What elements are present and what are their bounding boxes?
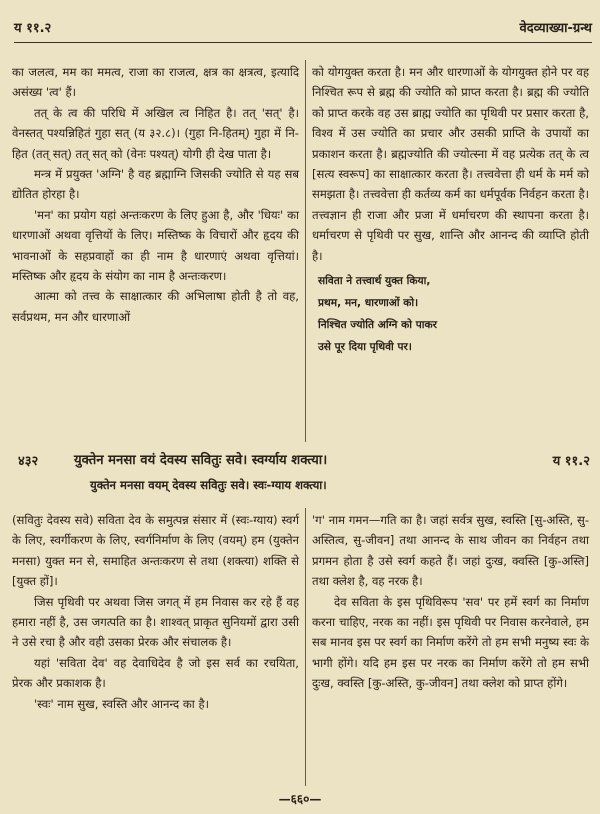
header-verse-ref: य ११.२ xyxy=(14,21,52,36)
header-book-title: वेदव्याख्या-ग्रन्थ xyxy=(519,21,592,36)
paragraph: (सवितुः देवस्य सवे) सविता देव के समुत्पन्न संसार में (स्वः-ग्याय) स्वर्ग के लिए, स्वर्गीकरण के लिए, स्वर्गनिर्माण के लिए (वयम्) हम (युक्तेन मनसा) युक्त मन से, समाहित अन्तःकरण से तथा (शक्त्या) शक्ति से [युक्त हों]। xyxy=(12,513,299,589)
paragraph: को योगयुक्त करता है। मन और धारणाओं के योगयुक्त होने पर वह निश्चित रूप से ब्रह्म की ज्योति को प्राप्त करता है। ब्रह्म की ज्योति को प्राप्त करके वह उस ब्राह्म ज्योति का पृथिवी पर प्रसार करता है, विश्व में उस ज्योति का प्रचार और उसकी प्राप्ति के उपायों का प्रकाशन करता है। ब्रह्मज्योति की ज्योत्स्ना में वह प्रत्येक तत् के त्व [सत्य स्वरूप] का साक्षात्कार करता है। तत्त्ववेत्ता ही धर्म के मर्म को समझता है। तत्त्ववेत्ता ही कर्तव्य कर्म का धर्मपूर्वक निर्वहन करता है। तत्त्वज्ञान ही राजा और प्रजा में धर्माचरण की स्थापना करता है। धर्माचरण से पृथिवी पर सुख, शान्ति और आनन्द की व्याप्ति होती है। xyxy=(312,65,589,263)
paragraph: 'ग' नाम गमन—गति का है। जहां सर्वत्र सुख, स्वस्ति [सु-अस्ति, सु-अस्तित्व, सु-जीवन] तथा आनन्द के साथ जीवन का निर्वहन तथा प्रगमन होता है उसे स्वर्ग कहते हैं। जहां दुःख, क्वस्ति [कु-अस्ति] तथा क्लेश है, वह नरक है। xyxy=(312,513,589,589)
paragraph: मन्त्र में प्रयुक्त 'अग्नि' है वह ब्रह्माग्नि जिसकी ज्योति से यह सब द्योतित होरहा है। xyxy=(12,167,299,202)
paragraph: आत्मा को तत्त्व के साक्षात्कार की अभिलाषा होती है तो वह, सर्वप्रथम, मन और धारणाओं xyxy=(12,289,299,324)
mantra-reference: य ११.२ xyxy=(552,454,590,469)
mantra-block xyxy=(12,448,590,502)
top-left-column xyxy=(12,62,299,327)
bottom-left-column xyxy=(12,510,299,714)
paragraph: का जलत्व, मम का ममत्व, राजा का राजत्व, क्षत्र का क्षत्रत्व, इत्यादि असंख्य 'त्व' हैं। xyxy=(12,65,299,100)
paragraph: 'मन' का प्रयोग यहां अन्तःकरण के लिए हुआ है, और 'धियः' का धारणाओं अथवा वृत्तियों के लिए। मस्तिष्क के विचारों और हृदय की भावनाओं के सहप्रवाहों का ही नाम है धारणाएं अथवा वृत्तियां। मस्तिष्क और हृदय के संयोग का नाम है अन्तःकरण। xyxy=(12,207,299,284)
running-header xyxy=(14,10,592,43)
verse-line: उसे पूर दिया पृथिवी पर। xyxy=(318,341,412,354)
bottom-right-column xyxy=(312,510,589,694)
verse-summary xyxy=(312,270,589,358)
paragraph: यहां 'सविता देव' वह देवाधिदेव है जो इस सर्व का रचयिता, प्रेरक और प्रकाशक है। xyxy=(12,655,299,691)
page-footer xyxy=(0,790,600,807)
column-divider xyxy=(305,508,306,786)
mantra-number: ४३२ xyxy=(18,454,39,469)
verse-line: निश्चित ज्योति अग्नि को पाकर xyxy=(318,319,437,332)
verse-line: सविता ने तत्त्वार्थ युक्त किया, xyxy=(318,275,431,288)
paragraph: देव सविता के इस पृथिविरूप 'सव' पर हमें स्वर्ग का निर्माण करना चाहिए, नरक का नहीं। इस पृथिवी पर निवास करनेवाले, हम सब मानव इस पर स्वर्ग का निर्माण करेंगे तो हम सभी मनुष्य स्वः के भागी होंगे। यदि हम इस पर नरक का निर्माण करेंगे तो हम सभी दुःख, क्वस्ति [कु-अस्ति, कु-जीवन] तथा क्लेश को प्राप्त होंगे। xyxy=(312,594,589,691)
paragraph: जिस पृथिवी पर अथवा जिस जगत् में हम निवास कर रहे हैं वह हमारा नहीं है, उस जगत्पति का है। शाश्वत् प्राकृत सुनियमों द्वारा उसी ने उसे रचा है और वही उसका प्रेरक और संचालक है। xyxy=(12,594,299,650)
paragraph: तत् के त्व की परिधि में अखिल त्व निहित है। तत् 'सत्' है। वेनस्तत् पश्यन्निहितं गुहा सत् (य ३२.८)। (गुहा नि-हितम्) गुहा में नि-हित (तत् सत्) तत् सत् को (वेनः पश्यत्) योगी ही देख पाता है। xyxy=(12,105,299,161)
mantra-padapatha: युक्तेन मनसा वयम् देवस्य सवितुः सवे। स्वः-ग्याय शक्त्या। xyxy=(90,478,327,492)
top-right-column xyxy=(312,62,589,358)
mantra-text: युक्तेन मनसा वयं देवस्य सवितुः सवे। स्वर्ग्याय शक्त्या। xyxy=(74,453,328,468)
paragraph: 'स्वः' नाम सुख, स्वस्ति और आनन्द का है। xyxy=(34,696,210,711)
column-divider xyxy=(305,60,306,442)
page-number: —६६०— xyxy=(278,792,322,806)
verse-line: प्रथम, मन, धारणाओं को। xyxy=(318,297,419,310)
